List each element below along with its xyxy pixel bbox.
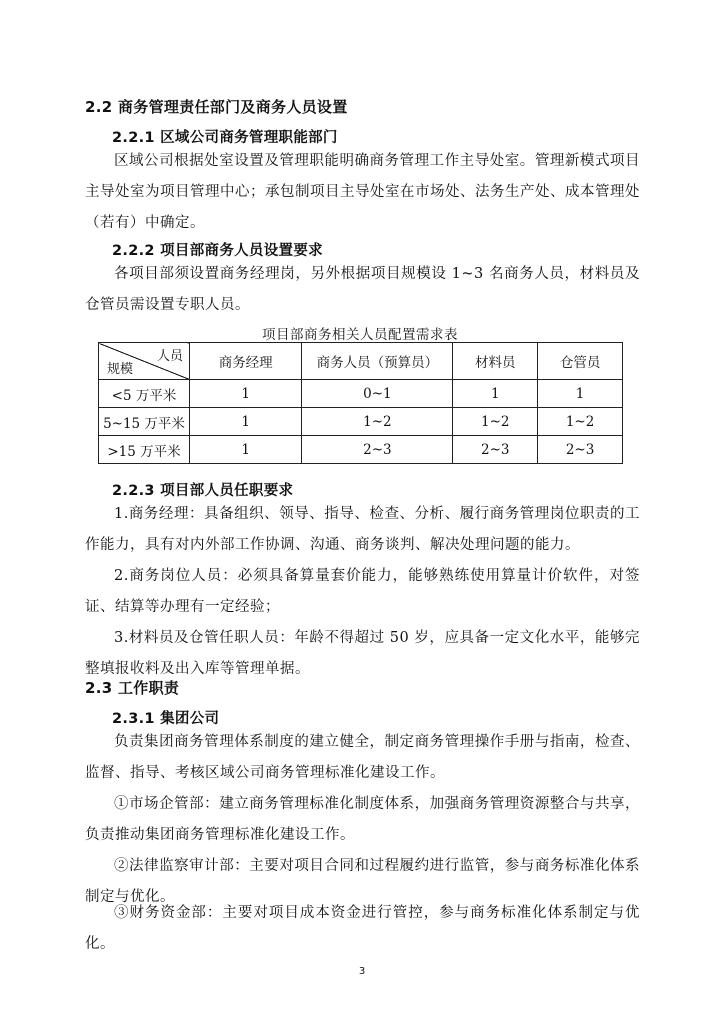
table-header-row (99, 343, 623, 380)
table-caption: 项目部商务相关人员配置需求表 (262, 327, 458, 343)
row-label: <5 万平米 (99, 380, 190, 408)
table-row (99, 436, 623, 464)
paragraph-market-dept: ①市场企管部：建立商务管理标准化制度体系，加强商务管理资源整合与共享，负责推动集团商务管理标准化建设工作。 (85, 796, 640, 843)
staffing-table (98, 342, 623, 464)
table-cell: 2~3 (538, 436, 623, 464)
column-header: 商务人员（预算员） (302, 343, 453, 380)
column-header: 仓管员 (538, 343, 623, 380)
paragraph-2-2-1: 区域公司根据处室设置及管理职能明确商务管理工作主导处室。管理新模式项目主导处室为项目管理中心；承包制项目主导处室在市场处、法务生产处、成本管理处（若有）中确定。 (85, 153, 640, 231)
paragraph-group-duties: 负责集团商务管理体系制度的建立健全，制定商务管理操作手册与指南，检查、监督、指导、考核区域公司商务管理标准化建设工作。 (85, 734, 640, 781)
section-heading-2-2-2: 2.2.2 项目部商务人员设置要求 (112, 243, 323, 259)
table-cell: 1 (190, 380, 302, 408)
paragraph-2-2-2: 各项目部须设置商务经理岗，另外根据项目规模设 1~3 名商务人员，材料员及仓管员需设置专职人员。 (85, 266, 640, 313)
table-row (99, 380, 623, 408)
paragraph-requirement-2: 2.商务岗位人员：必须具备算量套价能力，能够熟练使用算量计价软件，对签证、结算等办理有一定经验； (85, 568, 640, 615)
table-cell: 1~2 (538, 408, 623, 436)
table-cell: 2~3 (302, 436, 453, 464)
corner-label-scale: 规模 (107, 362, 134, 377)
row-label: >15 万平米 (99, 436, 190, 464)
table-cell: 2~3 (453, 436, 538, 464)
paragraph-finance-dept: ③财务资金部：主要对项目成本资金进行管控，参与商务标准化体系制定与优化。 (85, 905, 640, 952)
paragraph-requirement-1: 1.商务经理：具备组织、领导、指导、检查、分析、履行商务管理岗位职责的工作能力，具有对内外部工作协调、沟通、商务谈判、解决处理问题的能力。 (85, 506, 640, 553)
row-label: 5~15 万平米 (99, 408, 190, 436)
section-heading-2-3: 2.3 工作职责 (85, 679, 180, 697)
section-heading-2-2-1: 2.2.1 区域公司商务管理职能部门 (112, 130, 338, 146)
corner-label-personnel: 人员 (156, 349, 183, 364)
table-cell: 1 (190, 436, 302, 464)
column-header: 商务经理 (190, 343, 302, 380)
table-cell: 1~2 (453, 408, 538, 436)
table-row (99, 408, 623, 436)
section-heading-2-2-3: 2.2.3 项目部人员任职要求 (112, 483, 294, 499)
table-cell: 0~1 (302, 380, 453, 408)
table-cell: 1~2 (302, 408, 453, 436)
paragraph-requirement-3: 3.材料员及仓管任职人员：年龄不得超过 50 岁，应具备一定文化水平，能够完整填报收料及出入库等管理单据。 (85, 630, 640, 677)
table-corner-cell (99, 343, 190, 380)
section-heading-2-2: 2.2 商务管理责任部门及商务人员设置 (85, 98, 348, 116)
table-cell: 1 (453, 380, 538, 408)
table-cell: 1 (538, 380, 623, 408)
column-header: 材料员 (453, 343, 538, 380)
section-heading-2-3-1: 2.3.1 集团公司 (112, 711, 220, 727)
page-number: 3 (358, 966, 366, 977)
paragraph-legal-dept: ②法律监察审计部：主要对项目合同和过程履约进行监管，参与商务标准化体系制定与优化。 (85, 858, 640, 905)
table-cell: 1 (190, 408, 302, 436)
